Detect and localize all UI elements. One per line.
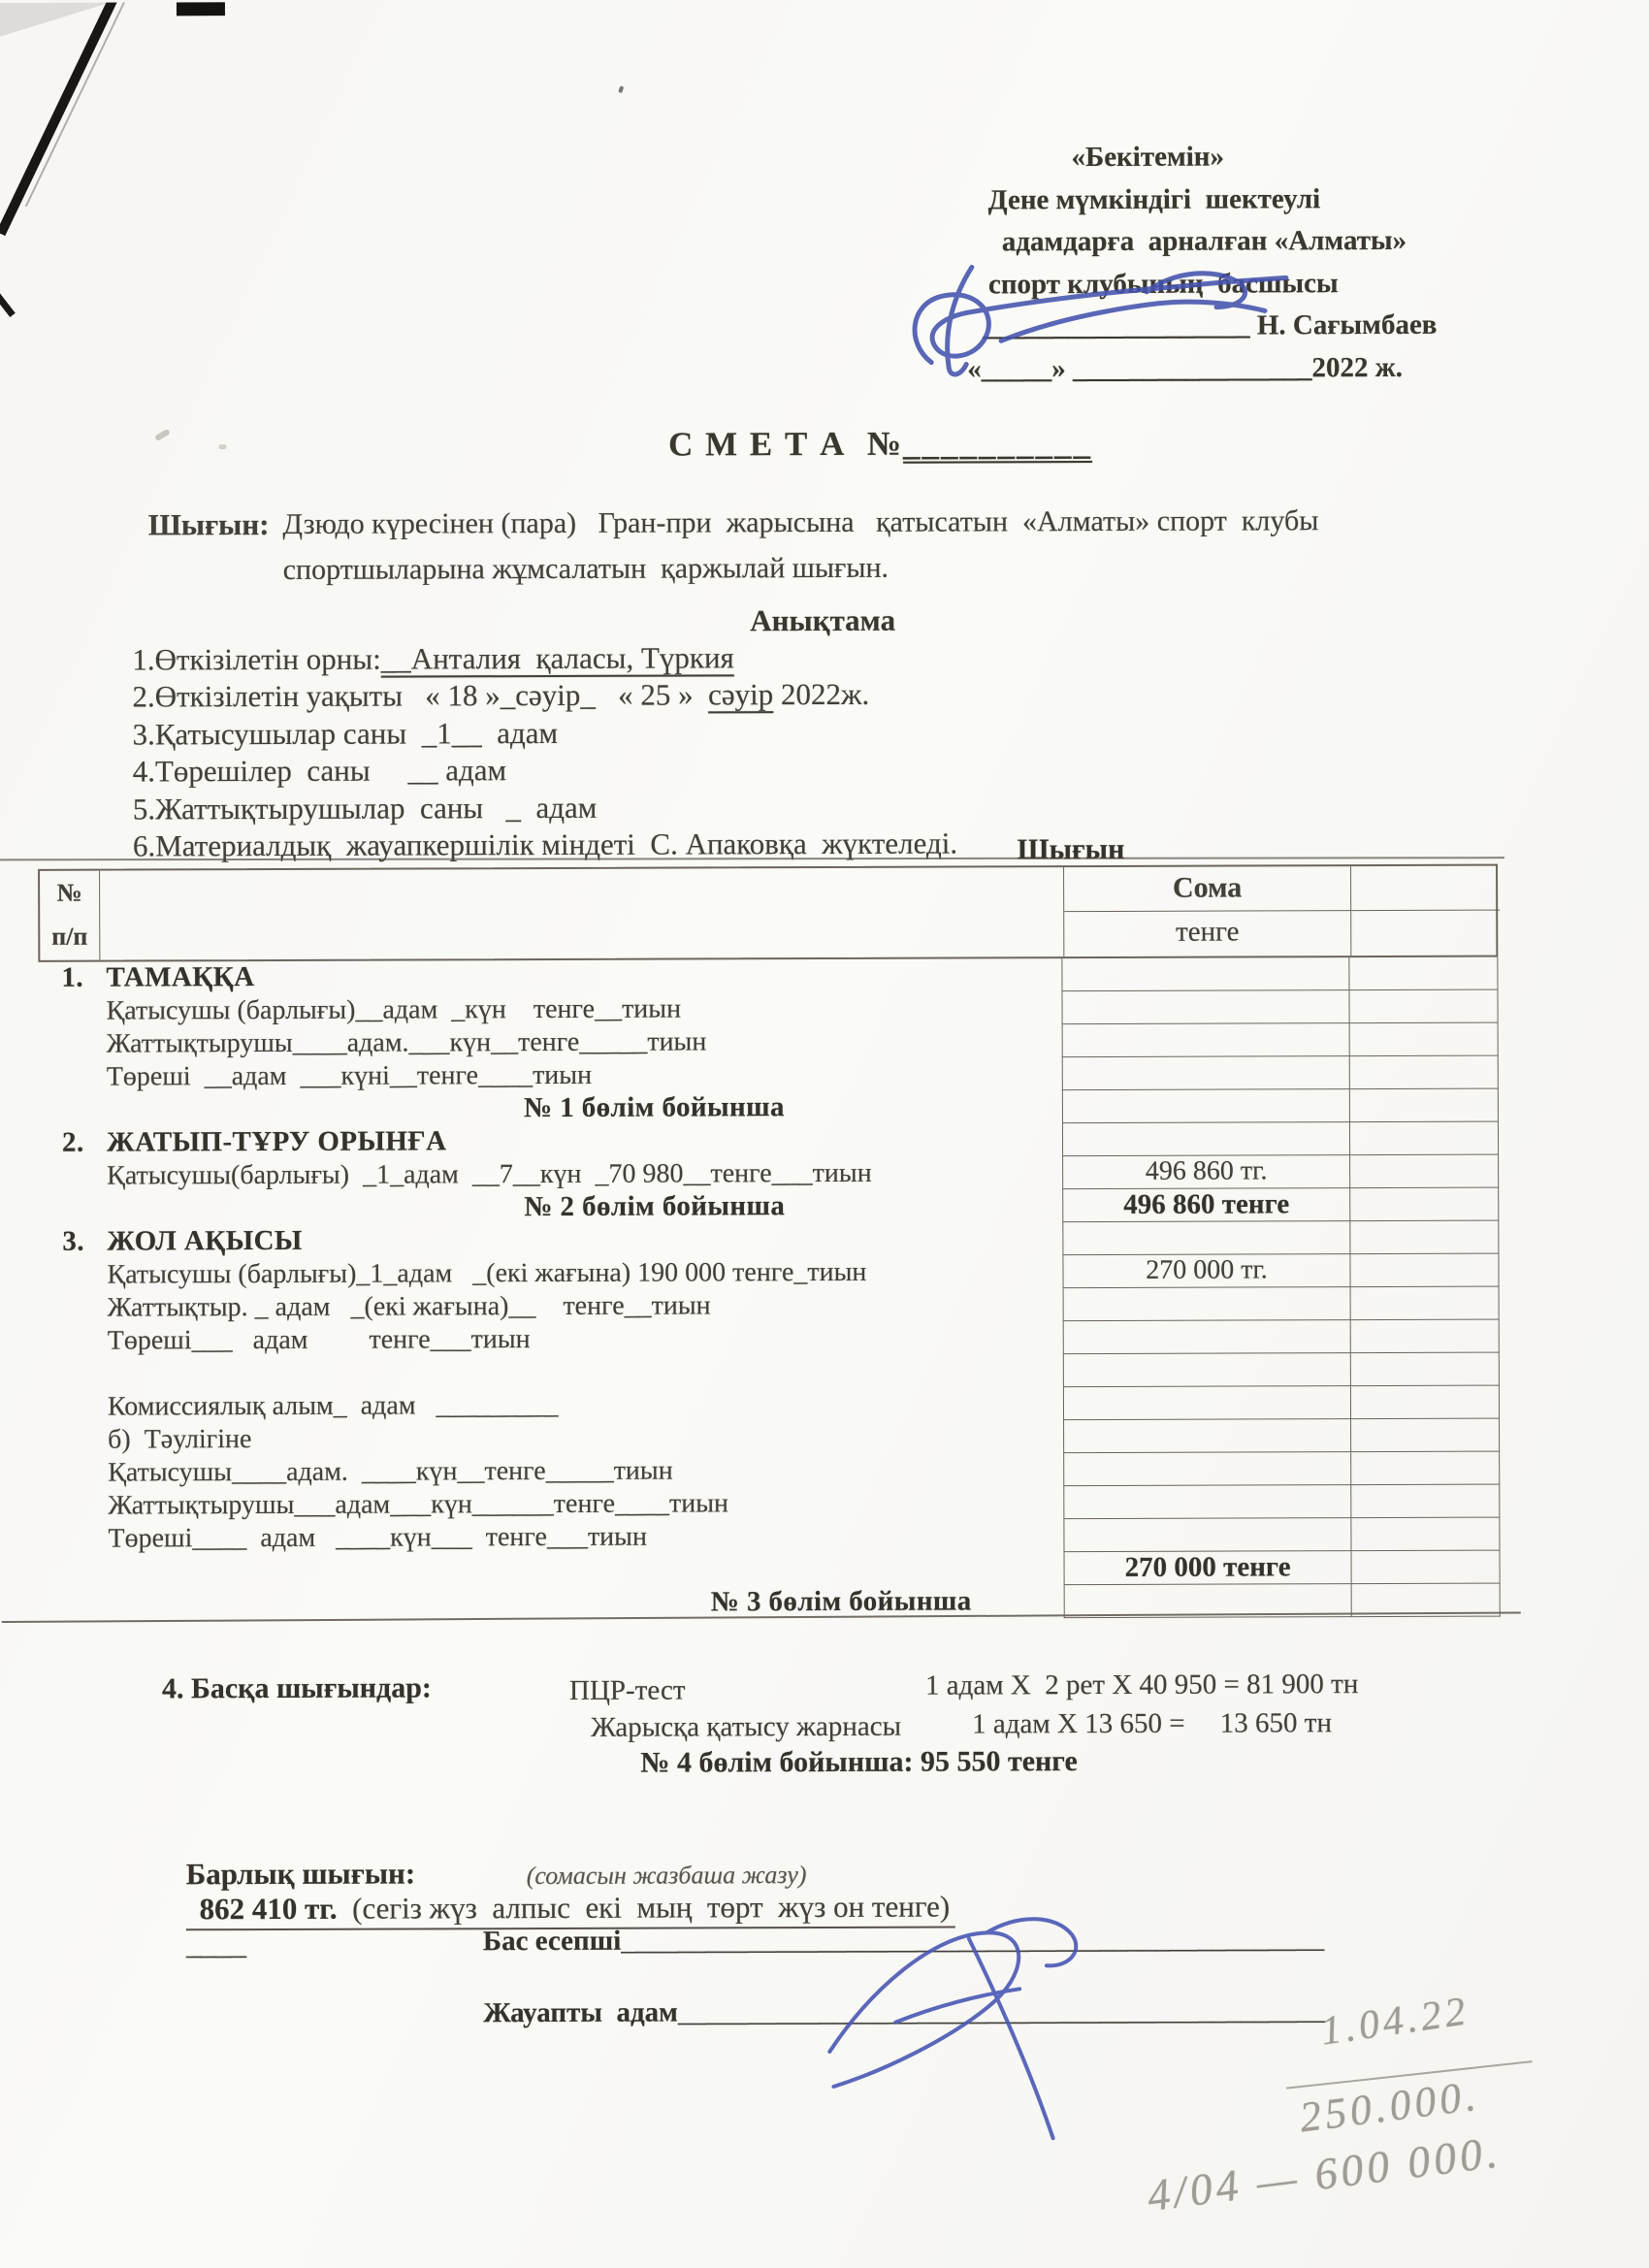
column-header-extra [1351,866,1500,956]
table-cell-extra [1351,1320,1500,1354]
section4-item-calc: 1 адам X 2 рет X 40 950 = 81 900 тн [924,1669,1359,1701]
grand-total-amount: 862 410 тг. [191,1891,345,1927]
section4-total: № 4 бөлім бойынша: 95 550 тенге [640,1745,1078,1779]
column-header-sum-title: Сома [1064,866,1350,912]
row-number: 1. [61,961,84,993]
table-cell-extra [1349,990,1498,1024]
reference-item: 4.Төрешілер саны __ адам [132,753,507,789]
table-row [40,1386,1500,1424]
table-row [39,1254,1499,1292]
table-cell-sum [1062,1221,1350,1255]
purpose-line: Дзюдо күресінен (пара) Гран-при жарысына қатысатын «Алматы» спорт клубы [282,504,1319,540]
table-row [40,1320,1500,1358]
row-text: Жаттықтырушы____адам.___күн__тенге_____тиын [106,1026,707,1059]
approval-line: спорт клубының басшысы [987,267,1339,300]
reference-item: 6.Материалдық жауапкершілік міндеті С. Апаковқа жүктеледі. [132,826,958,863]
table-cell-sum [1063,1287,1351,1321]
table-cell-description [40,1453,1063,1490]
table-cell-description [39,1189,1062,1226]
purpose-text [282,498,1318,593]
sum-value: 270 000 тенге [1124,1551,1291,1583]
row-text: Қатысушы (барлығы)_1_адам _(екі жағына) 190 000 тенге_тиын [107,1256,867,1290]
table-cell-sum [1061,957,1349,991]
table-cell-extra [1351,1485,1500,1519]
reference-item: 3.Қатысушылар саны _1__ адам [132,715,559,752]
sum-value: 496 860 тг. [1145,1155,1268,1186]
row-text: Төреші____ адам ____күн___ тенге___тиын [108,1521,648,1554]
table-cell-sum [1063,1485,1351,1519]
table-cell-description [40,1519,1063,1556]
section4-item-name: Жарысқа қатысу жарнасы [591,1710,902,1743]
reference-item [132,676,956,716]
grand-total-note: (сомасын жазбаша жазу) [526,1861,807,1891]
approval-date-line: «_____» _________________2022 ж. [967,351,1404,384]
responsible-blank: ______________________________________________ [677,1994,1325,2028]
column-header-number [40,871,100,960]
reference-item-value: сәуір [708,677,774,712]
reference-item-prefix: 2.Өткізілетін уақыты « 18 »_сәуір_ « 25 » [132,677,709,714]
table-cell-sum [1062,1155,1350,1189]
table-cell-extra [1351,1419,1500,1453]
table-row [39,1221,1499,1259]
row-text: № 1 бөлім бойынша [523,1091,785,1124]
handwritten-amount-note: 4/04 — 600 000. [1144,2126,1504,2220]
row-number: 3. [62,1225,84,1257]
row-text: Төреші __адам ___күні__тенге____тиын [106,1059,593,1092]
table-cell-description [41,1552,1064,1589]
row-text: ЖАТЫП-ТҰРУ ОРЫНҒА [106,1125,447,1158]
table-row [39,1188,1499,1226]
purpose-line: спортшыларына жұмсалатын қаржылай шығын. [282,551,889,586]
head-name: Н. Сағымбаев [1249,308,1438,341]
table-cell-sum [1062,1089,1350,1123]
column-header-no-top: № [56,878,82,907]
row-text: ТАМАҚҚА [106,961,255,993]
table-cell-extra [1350,1089,1499,1123]
table-row [40,1353,1500,1391]
table-cell-description [39,1057,1062,1094]
title-word: С М Е Т А № [667,424,904,464]
table-cell-description [39,1222,1062,1259]
table-cell-sum [1061,990,1349,1024]
approval-line: адамдарға арналған «Алматы» [1001,224,1407,258]
row-text: Жаттықтыр. _ адам _(екі жағына)__ тенге__тиын [107,1290,711,1323]
responsible-signature [779,1905,1110,2149]
table-row [40,1419,1500,1457]
table-cell-extra [1350,1122,1499,1156]
table-cell-description [40,1420,1063,1457]
table-cell-description [39,1255,1062,1292]
scan-speck [219,444,227,449]
accountant-label: Бас есепші [482,1925,622,1958]
grand-total-label: Барлық шығын: [185,1856,416,1892]
table-header-row [38,864,1498,962]
table-cell-extra [1351,1287,1500,1321]
row-text: б) Тәулігіне [108,1424,252,1455]
table-cell-extra [1350,1188,1499,1222]
table-cell-description [39,1156,1062,1193]
table-row [40,1452,1500,1490]
table-cell-description [40,1354,1063,1391]
table-cell-sum [1062,1122,1350,1156]
grand-total-words: (сегіз жүз алпыс екі мың төрт жүз он тенге) [344,1889,951,1926]
row-text: Комиссиялық алым_ адам _________ [107,1389,559,1422]
table-row [39,1122,1499,1160]
table-cell-description [39,1123,1062,1160]
row-text: ЖОЛ АҚЫСЫ [107,1224,303,1257]
approval-line: Дене мүмкіндігі шектеулі [987,182,1321,215]
table-cell-extra [1350,1155,1499,1189]
section4-item-name: ПЦР-тест [568,1674,686,1706]
section4-label: 4. Басқа шығындар: [161,1671,432,1705]
row-text: Қатысушы (барлығы)__адам _күн тенге__тиын [106,993,682,1026]
table-cell-description [38,958,1061,995]
column-header-sum-unit: тенге [1175,916,1240,948]
reference-item-value: __Анталия қаласы, Түркия [380,640,734,676]
reference-item: 5.Жаттықтырушылар саны _ адам [132,790,598,826]
column-header-no-bottom: п/п [51,922,88,951]
table-cell-description [38,991,1061,1028]
table-cell-extra [1349,957,1498,991]
title-number-blank: __________ [902,424,1093,463]
page-title [618,424,1142,465]
table-row [40,1518,1500,1556]
column-header-description [100,867,1063,959]
director-signature [904,252,1302,384]
row-text: Қатысушы(барлығы) _1_адам __7__күн _70 980__тенге___тиын [107,1157,872,1191]
table-cell-description [40,1321,1063,1358]
row-text: № 2 бөлім бойынша [524,1190,786,1223]
table-cell-extra [1350,1254,1499,1288]
table-cell-sum [1063,1353,1351,1387]
table-row [39,1155,1499,1193]
table-cell-description [39,1090,1062,1127]
handwritten-date-note: 1.04.22 [1317,1989,1472,2055]
table-cell-extra [1351,1353,1500,1387]
purpose-block [148,498,1319,593]
table-cell-sum [1063,1518,1351,1552]
table-body [38,957,1500,1622]
table-cell-sum [1063,1320,1351,1354]
approval-line: «Бекітемін» [1071,141,1224,174]
sum-value: 270 000 тг. [1146,1254,1268,1285]
table-cell-extra [1351,1452,1500,1486]
table-cell-sum [1062,1254,1350,1288]
table-row [40,1485,1500,1523]
table-cell-description [40,1387,1063,1424]
purpose-label: Шығын: [147,506,270,542]
table-cell-sum [1064,1551,1352,1585]
sum-value: 496 860 тенге [1123,1188,1290,1220]
row-text: Жаттықтырушы___адам___күн______тенге____тиын [108,1488,729,1521]
reference-item [132,639,956,679]
scan-speck [154,429,171,441]
table-cell-sum [1063,1452,1351,1486]
table-row [39,1056,1499,1094]
responsible-label: Жауапты адам [483,1996,678,2029]
table-row [40,1287,1500,1325]
row-number: 2. [61,1126,84,1158]
table-cell-sum [1063,1419,1351,1453]
signature-blank: ___________________ [983,309,1250,342]
table-cell-sum [1062,1056,1350,1090]
column-header-sum [1063,866,1351,956]
table-heading: Шығын [1017,832,1125,866]
table-cell-sum [1062,1023,1350,1057]
table-row [38,990,1498,1028]
scan-corner-artifact [0,2,249,333]
table-row [41,1551,1501,1589]
reference-item-suffix: 2022ж. [773,677,870,712]
accountant-blank: __________________________________________________ [621,1923,1325,1957]
table-cell-extra [1352,1551,1501,1585]
reference-heading: Анықтама [750,602,896,638]
table-cell-extra [1351,1386,1500,1420]
table-cell-extra [1351,1518,1500,1552]
table-cell-sum [1064,1584,1352,1618]
table-cell-description [39,1024,1062,1061]
table-row [39,1023,1499,1061]
table-cell-sum [1063,1386,1351,1420]
section4-item-calc: 1 адам X 13 650 = 13 650 тн [972,1707,1333,1740]
row-text: № 3 бөлім бойынша [710,1585,972,1618]
reference-item-prefix: 1.Өткізілетін орны: [132,641,381,677]
expenses-table [38,864,1501,1622]
row-text: Төреші___ адам тенге___тиын [107,1324,531,1356]
table-row [41,1584,1501,1622]
table-cell-extra [1350,1221,1499,1255]
handwritten-amount-note: 250.000. [1297,2071,1482,2142]
table-cell-description [40,1288,1063,1325]
table-cell-description [41,1585,1064,1622]
grand-total-trailing-blank: ____ [185,1927,246,1961]
table-row [38,957,1498,995]
reference-list [132,639,957,865]
table-cell-extra [1350,1056,1499,1090]
row-text: Қатысушы____адам. ____күн__тенге_____тиын [108,1455,673,1488]
table-cell-description [40,1486,1063,1523]
table-cell-extra [1350,1023,1499,1057]
table-cell-sum [1062,1188,1350,1222]
table-cell-extra [1352,1584,1501,1618]
scan-speck [618,85,624,93]
table-row [39,1089,1499,1127]
